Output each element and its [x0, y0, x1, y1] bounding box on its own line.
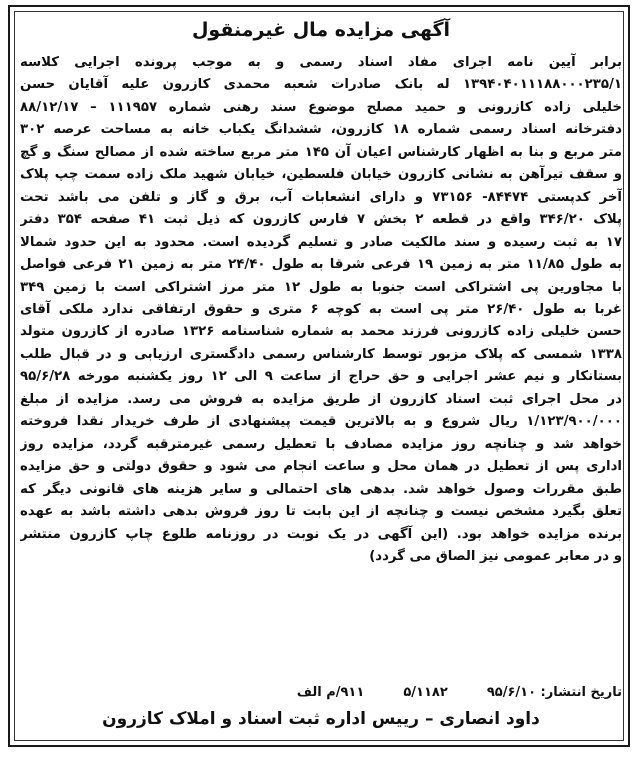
body-line: غربا به طول ۲۶/۴۰ متر پی است به کوچه ۶ متری و حقوق ارتفاقی ندارد ملکی آقای — [20, 301, 622, 317]
body-line: خلیلی زاده کازرونی و حمید مصلح موضوع سند رهنی شماره ۱۱۱۹۵۷ – ۸۸/۱۲/۱۷ — [20, 99, 622, 115]
notice-title: آگهی مزایده مال غیرمنقول — [191, 19, 451, 41]
publication-date: تاریخ انتشار: ۹۵/۶/۱۰ — [486, 685, 622, 700]
notice-body — [20, 52, 622, 568]
body-line: اداری پس از تعطیل در همان محل و ساعت انجام می شود و حقوق دولتی و حق مزایده — [20, 459, 622, 475]
body-line: تعلق بگیرد مشخص نیست و چنانچه از این بابت تا روز فروش بدهی داشته باشد به عهده — [20, 504, 622, 520]
body-line: ۱۳۹۴۰۴۰۱۱۱۸۸۰۰۰۲۳۵/۱ له بانک صادرات شعبه محمدی کازرون علیه آقایان حسن — [20, 77, 622, 93]
body-line: ۱۳۳۸ شمسی که پلاک مزبور توسط کارشناس رسمی دادگستری ارزیابی و در قبال طلب — [20, 346, 622, 362]
body-line: دفترخانه اسناد رسمی شماره ۱۸ کازرون، ششدانگ یکباب خانه به مساحت عرصه ۳۰۲ — [20, 122, 622, 138]
body-line: برنده مزایده خواهد بود. (این آگهی در یک نوبت در روزنامه طلوع چاپ کازرون منتشر — [20, 526, 622, 542]
body-line: به طول ۱۱/۸۵ متر به زمین ۱۹ فرعی شرقا به طول ۲۴/۴۰ متر به زمین ۲۱ فرعی فواصل — [20, 257, 622, 273]
body-line: و سقف تیرآهن به نشانی کازرون خیابان فلسطین، خیابان شهید ملک زاده سمت چپ پلاک — [20, 167, 622, 183]
body-line: ۱۷ به ثبت رسیده و سند مالکیت صادر و تسلیم گردیده است. محدود به این حدود شمالا — [20, 234, 622, 250]
publication-line — [20, 683, 622, 703]
body-line: متر مربع و بنا به اظهار کارشناس اعیان آن ۱۴۵ متر مربع ساخته شده از مصالح سنگ و گچ — [20, 144, 622, 160]
body-line: آخر کدپستی ۸۴۴۷۴- ۷۳۱۵۶ و دارای انشعابات آب، برق و گاز و تلفن می باشد تحت — [20, 189, 622, 205]
body-line: حسن خلیلی زاده کازرونی فرزند محمد به شماره شناسنامه ۱۳۲۶ صادره از کازرون متولد — [20, 324, 622, 340]
body-line: بستانکار و نیم عشر اجرایی و حق حراج از ساعت ۹ الی ۱۲ روز یکشنبه مورخه ۹۵/۶/۲۸ — [20, 369, 622, 385]
publication-number: ۵/۱۱۸۲ — [403, 685, 448, 700]
body-line: با مجاورین پی اشتراکی است جنوبا به طول ۱۲ متر مرز اشتراکی است با زمین ۳۴۹ — [20, 279, 622, 295]
signature-line: داود انصاری – رییس اداره ثبت اسناد و املاک کازرون — [102, 709, 540, 729]
body-line: در محل اجرای ثبت اسناد کازرون از طریق مزایده به فروش می رسد. مزایده از مبلغ — [20, 391, 622, 407]
body-line: طبق مقررات وصول خواهد شد. بدهی های احتمالی و سایر هزینه های قانونی دیگر که — [20, 481, 622, 497]
body-line: پلاک ۳۴۶/۲۰ واقع در قطعه ۲ بخش ۷ فارس کازرون که ذیل ثبت ۴۱ صفحه ۳۵۴ دفتر — [20, 212, 622, 228]
body-line: و در معابر عمومی نیز الصاق می گردد) — [369, 548, 622, 564]
body-line: ۱/۱۲۳/۹۰۰/۰۰۰ ریال شروع و به بالاترین قیمت پیشنهادی از طرف خریدار نقدا فروخته — [20, 414, 622, 430]
body-line: برابر آیین نامه اجرای مفاد اسناد رسمی و به موجب پرونده اجرایی کلاسه — [20, 55, 622, 70]
publication-code: ۹۱۱/م الف — [296, 685, 365, 700]
body-line: خواهد شد و چنانچه روز مزایده مصادف با تعطیل رسمی غیرمترقبه گردد، مزایده روز — [20, 436, 622, 452]
